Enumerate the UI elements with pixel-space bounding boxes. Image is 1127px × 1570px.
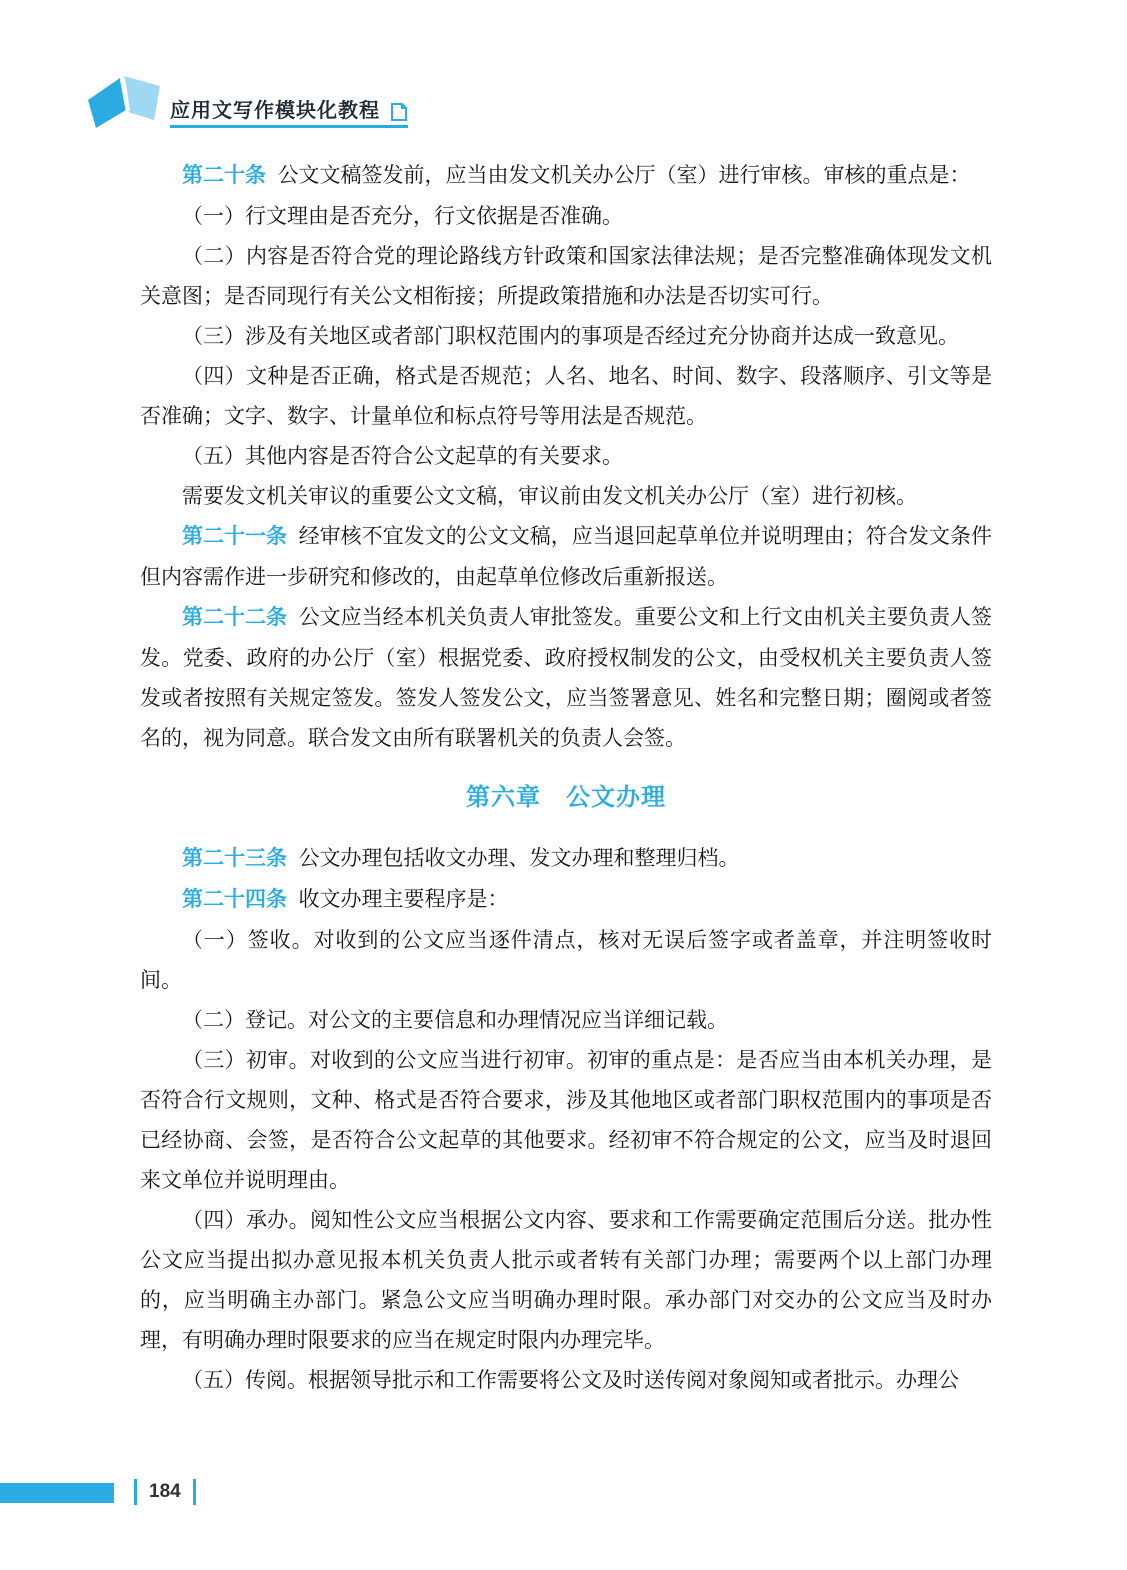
body-paragraph — [140, 920, 992, 1000]
header-title-rule — [170, 94, 408, 128]
body-paragraph — [140, 1200, 992, 1360]
article-number-label: 第二十三条 — [182, 847, 287, 870]
body-paragraph — [140, 436, 992, 476]
body-paragraph — [140, 236, 992, 316]
body-paragraph — [140, 476, 992, 516]
article-paragraph — [140, 879, 992, 920]
paragraph-text: 公文文稿签发前，应当由发文机关办公厅（室）进行审核。审核的重点是： — [277, 163, 971, 187]
article-paragraph — [140, 516, 992, 597]
chapter-heading: 第六章 公文办理 — [466, 784, 666, 811]
header-title: 应用文写作模块化教程 — [170, 100, 380, 122]
paragraph-text: 经审核不宜发文的公文文稿，应当退回起草单位并说明理由；符合发文条件但内容需作进一步研究和修改的，由起草单位修改后重新报送。 — [140, 524, 992, 589]
article-number-label: 第二十四条 — [182, 888, 287, 911]
paragraph-text: （二）内容是否符合党的理论路线方针政策和国家法律法规；是否完整准确体现发文机关意图；是否同现行有关公文相衔接；所提政策措施和办法是否切实可行。 — [140, 244, 992, 308]
body-paragraph — [140, 356, 992, 436]
paragraph-text: （四）承办。阅知性公文应当根据公文内容、要求和工作需要确定范围后分送。批办性公文应当提出拟办意见报本机关负责人批示或者转有关部门办理；需要两个以上部门办理的，应当明确主办部门。紧急公文应当明确办理时限。承办部门对交办的公文应当及时办理，有明确办理时限要求的应当在规定时限内办理完毕。 — [140, 1208, 992, 1352]
paragraph-text: （五）传阅。根据领导批示和工作需要将公文及时送传阅对象阅知或者批示。办理公 — [182, 1368, 959, 1392]
paragraph-text: 公文应当经本机关负责人审批签发。重要公文和上行文由机关主要负责人签发。党委、政府的办公厅（室）根据党委、政府授权制发的公文，由受权机关主要负责人签发或者按照有关规定签发。签发人签发公文，应当签署意见、姓名和完整日期；圈阅或者签名的，视为同意。联合发文由所有联署机关的负责人会签。 — [140, 605, 992, 750]
body-paragraph — [140, 1000, 992, 1040]
article-number-label: 第二十二条 — [182, 606, 288, 629]
article-paragraph — [140, 597, 992, 758]
body-paragraph — [140, 1360, 992, 1400]
body-paragraph — [140, 316, 992, 356]
page-number: 184 — [149, 1481, 181, 1502]
paragraph-text: 需要发文机关审议的重要公文文稿，审议前由发文机关办公厅（室）进行初核。 — [182, 484, 917, 508]
article-number-label: 第二十条 — [182, 164, 266, 187]
body-paragraph — [140, 196, 992, 236]
footer-accent-bar — [0, 1483, 114, 1503]
page-footer — [134, 1478, 196, 1506]
body-paragraph — [140, 1040, 992, 1200]
paragraph-text: （三）涉及有关地区或者部门职权范围内的事项是否经过充分协商并达成一致意见。 — [182, 324, 959, 348]
paragraph-text: （五）其他内容是否符合公文起草的有关要求。 — [182, 444, 623, 468]
paragraph-text: （二）登记。对公文的主要信息和办理情况应当详细记载。 — [182, 1008, 728, 1032]
paragraph-text: 公文办理包括收文办理、发文办理和整理归档。 — [298, 846, 740, 870]
document-content — [140, 155, 992, 1400]
paragraph-text: 收文办理主要程序是： — [298, 887, 509, 911]
paragraph-text: （一）签收。对收到的公文应当逐件清点，核对无误后签字或者盖章，并注明签收时间。 — [140, 928, 992, 992]
page-corner-icon — [390, 102, 408, 122]
paragraph-text: （四）文种是否正确，格式是否规范；人名、地名、时间、数字、段落顺序、引文等是否准确；文字、数字、计量单位和标点符号等用法是否规范。 — [140, 364, 992, 428]
article-number-label: 第二十一条 — [182, 525, 288, 548]
page-number-right-rule — [193, 1479, 196, 1505]
article-paragraph — [140, 838, 992, 879]
paragraph-text: （一）行文理由是否充分，行文依据是否准确。 — [182, 204, 623, 228]
book-logo-icon — [84, 70, 166, 134]
article-paragraph — [140, 155, 992, 196]
paragraph-text: （三）初审。对收到的公文应当进行初审。初审的重点是：是否应当由本机关办理，是否符合行文规则，文种、格式是否符合要求，涉及其他地区或者部门职权范围内的事项是否已经协商、会签，是否符合公文起草的其他要求。经初审不符合规定的公文，应当及时退回来文单位并说明理由。 — [140, 1048, 992, 1192]
page-header — [84, 68, 408, 134]
